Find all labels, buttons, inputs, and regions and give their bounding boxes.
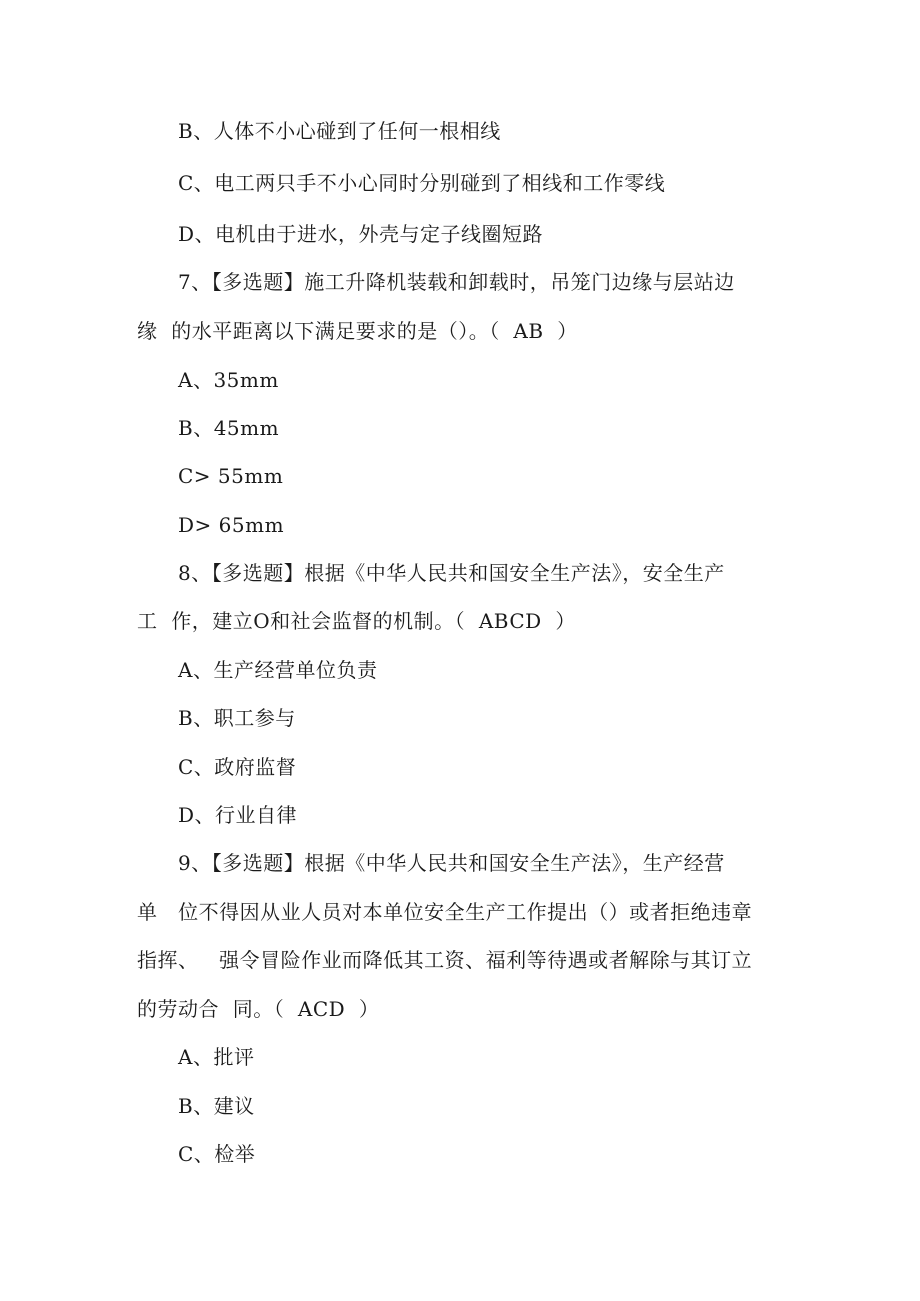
- q8-stem-line2: 工 作，建立O和社会监督的机制。（ ABCD ）: [137, 609, 576, 633]
- q8-option-d: D、行业自律: [178, 803, 298, 827]
- q7-stem-line2: 缘 的水平距离以下满足要求的是（）。（ AB ）: [137, 319, 578, 343]
- q7-option-c: C> 55mm: [178, 464, 284, 488]
- q8-stem-line1: 8、【多选题】根据《中华人民共和国安全生产法》，安全生产: [178, 561, 725, 585]
- q7-option-b: B、45mm: [178, 416, 280, 440]
- q6-option-b: B、人体不小心碰到了任何一根相线: [178, 119, 501, 143]
- q9-option-b: B、建议: [178, 1094, 255, 1118]
- q6-option-d: D、电机由于进水，外壳与定子线圈短路: [178, 222, 544, 246]
- q9-stem-line1: 9、【多选题】根据《中华人民共和国安全生产法》，生产经营: [178, 851, 725, 875]
- q9-option-a: A、批评: [178, 1045, 255, 1069]
- q9-option-c: C、检举: [178, 1142, 256, 1166]
- q7-option-a: A、35mm: [178, 368, 279, 392]
- q8-option-a: A、生产经营单位负责: [178, 658, 378, 682]
- q7-stem-line1: 7、【多选题】施工升降机装载和卸载时，吊笼门边缘与层站边: [178, 270, 735, 294]
- q7-option-d: D> 65mm: [178, 513, 285, 537]
- q8-option-c: C、政府监督: [178, 755, 297, 779]
- q9-stem-line4: 的劳动合 同。（ ACD ）: [137, 997, 380, 1021]
- q8-option-b: B、职工参与: [178, 706, 296, 730]
- q9-stem-line2: 单 位不得因从业人员对本单位安全生产工作提出（）或者拒绝违章: [137, 900, 753, 924]
- q9-stem-line3: 指挥、 强令冒险作业而降低其工资、福利等待遇或者解除与其订立: [137, 948, 753, 972]
- q6-option-c: C、电工两只手不小心同时分别碰到了相线和工作零线: [178, 171, 666, 195]
